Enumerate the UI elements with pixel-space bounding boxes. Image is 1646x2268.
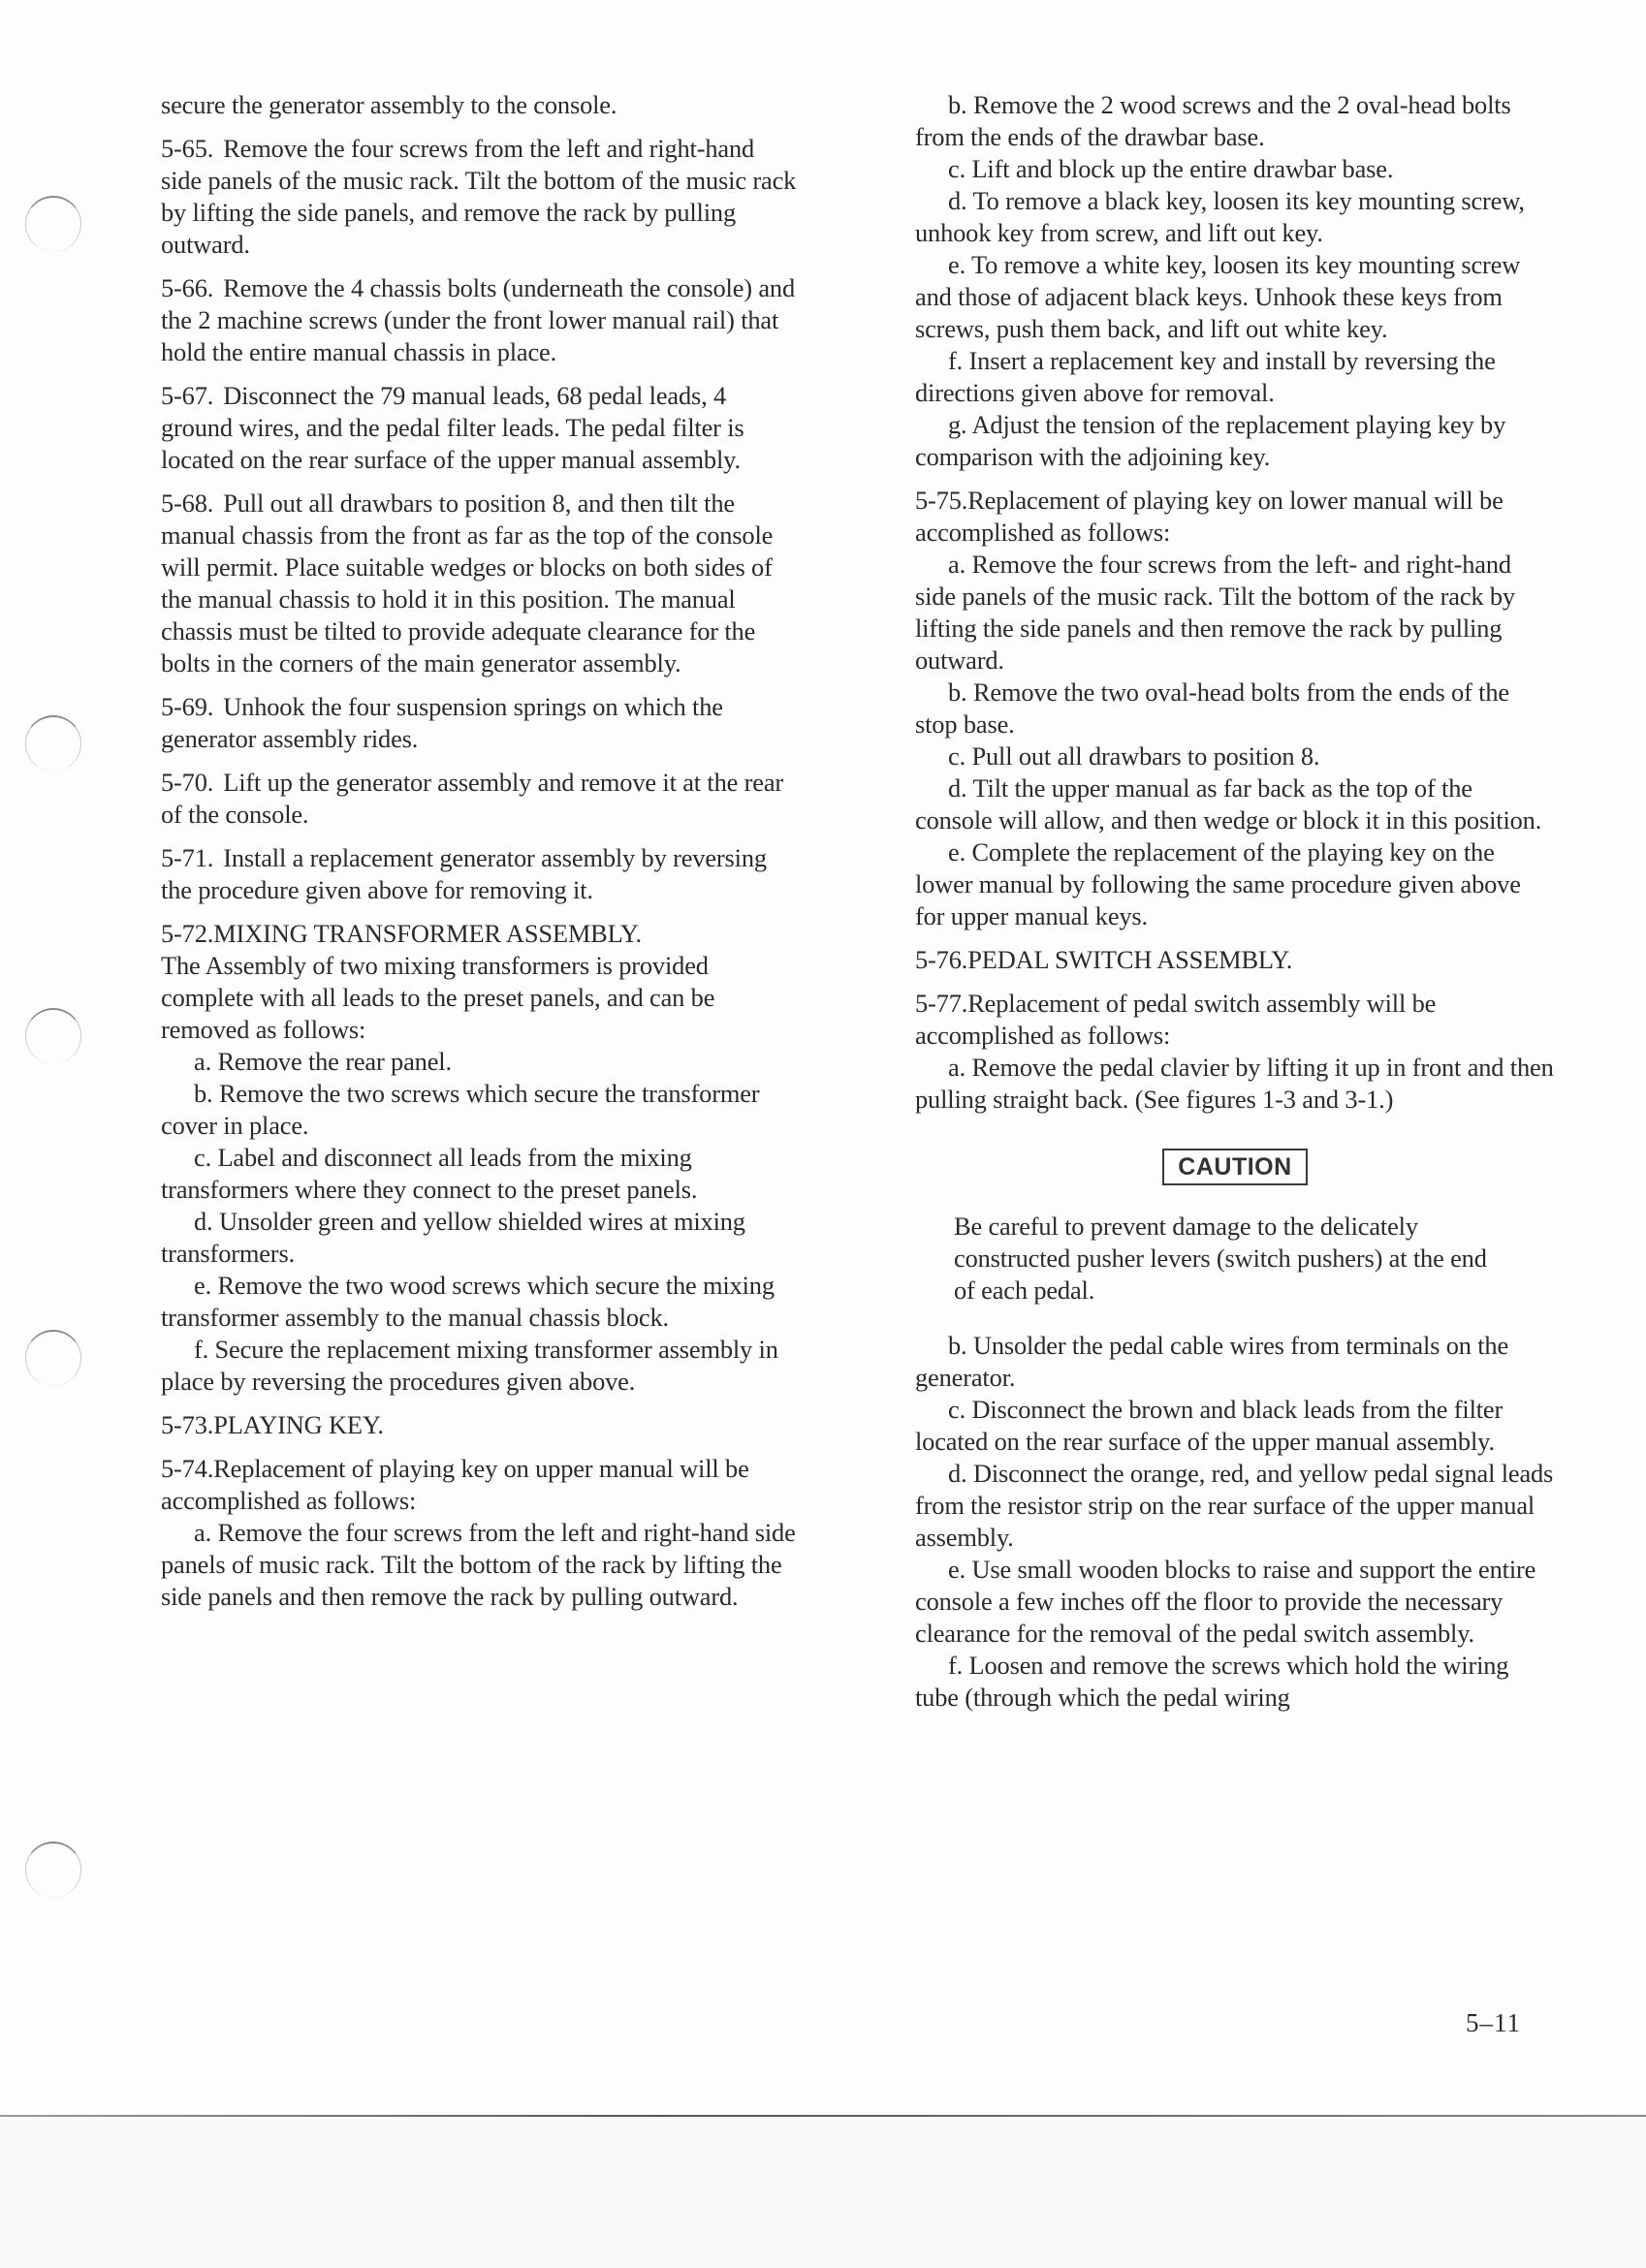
paragraph-number: 5-72.	[161, 919, 214, 948]
paragraph-5-74	[161, 1453, 801, 1517]
binder-hole-mark	[25, 196, 81, 252]
paragraph-text: Lift up the generator assembly and remove it at the rear of the console.	[161, 768, 784, 829]
step-d: d. Tilt the upper manual as far back as the top of the console will allow, and then wedge or block it in this position.	[915, 773, 1542, 835]
paragraph-5-77	[915, 988, 1555, 1052]
paragraph-number: 5-73.	[161, 1410, 214, 1439]
paragraph-number: 5-76.	[915, 945, 968, 974]
step-d: d. Unsolder green and yellow shielded wires at mixing transformers.	[161, 1207, 745, 1268]
paragraph-number: 5-65.	[161, 134, 214, 163]
paragraph-number: 5-75.	[915, 486, 968, 515]
step-b: b. Unsolder the pedal cable wires from terminals on the generator.	[915, 1331, 1509, 1392]
paragraph-5-67	[161, 380, 801, 476]
paragraph-number: 5-74.	[161, 1454, 214, 1483]
left-column	[161, 89, 801, 1613]
paragraph-5-70	[161, 767, 801, 831]
step-e: e. To remove a white key, loosen its key mounting screw and those of adjacent black keys. Unhook these keys from screws, push them back, and lift out white key.	[915, 250, 1521, 343]
section-5-73-heading	[161, 1409, 801, 1441]
step-e: e. Remove the two wood screws which secure the mixing transformer assembly to the manual chassis block.	[161, 1271, 775, 1332]
step-f: f. Insert a replacement key and install by reversing the directions given above for removal.	[915, 346, 1496, 407]
binder-hole-mark	[25, 1330, 81, 1386]
caution-callout	[915, 1149, 1555, 1185]
paragraph-text: The Assembly of two mixing transformers is provided complete with all leads to the preset panels, and can be removed as follows:	[161, 951, 715, 1044]
paragraph-text: Unhook the four suspension springs on which the generator assembly rides.	[161, 692, 723, 753]
section-5-75	[915, 485, 1555, 932]
paragraph-number: 5-71.	[161, 843, 214, 872]
right-column	[915, 89, 1555, 1714]
paragraph-text: Pull out all drawbars to position 8, and then tilt the manual chassis from the front as far as the top of the console will permit. Place suitable wedges or blocks on both sides of the manual chassis to hold it in this position. The manual chassis must be tilted to provide adequate clearance for the bolts in the corners of the main generator assembly.	[161, 488, 774, 677]
paragraph-5-69	[161, 691, 801, 755]
paragraph-text: Replacement of playing key on lower manual will be accomplished as follows:	[915, 486, 1504, 547]
paragraph-5-66	[161, 272, 801, 368]
binder-hole-mark	[25, 715, 81, 772]
background-sheet	[0, 2117, 1646, 2268]
step-c: c. Disconnect the brown and black leads from the filter located on the rear surface of the upper manual assembly.	[915, 1395, 1504, 1456]
section-5-76-heading	[915, 944, 1555, 976]
paragraph-text: Disconnect the 79 manual leads, 68 pedal leads, 4 ground wires, and the pedal filter leads. The pedal filter is located on the rear surface of the upper manual assembly.	[161, 381, 744, 474]
section-5-74	[161, 1453, 801, 1613]
paragraph-text: Install a replacement generator assembly by reversing the procedure given above for removing it.	[161, 843, 767, 904]
section-title: PEDAL SWITCH ASSEMBLY.	[967, 945, 1293, 974]
step-e: e. Use small wooden blocks to raise and support the entire console a few inches off the floor to provide the necessary clearance for the removal of the pedal switch assembly.	[915, 1555, 1536, 1648]
step-f: f. Loosen and remove the screws which hold the wiring tube (through which the pedal wiring	[915, 1651, 1509, 1712]
paragraph-number: 5-69.	[161, 692, 214, 721]
section-title: MIXING TRANSFORMER ASSEMBLY.	[213, 919, 642, 948]
paragraph-number: 5-77.	[915, 989, 968, 1018]
step-b: b. Remove the two screws which secure the transformer cover in place.	[161, 1079, 760, 1140]
step-b: b. Remove the 2 wood screws and the 2 oval-head bolts from the ends of the drawbar base.	[915, 90, 1511, 151]
step-a: a. Remove the four screws from the left- and right-hand side panels of the music rack. Tilt the bottom of the rack by lifting the side panels and then remove the rack by pulling outward.	[915, 550, 1515, 675]
paragraph-number: 5-68.	[161, 488, 214, 518]
step-b: b. Remove the two oval-head bolts from the ends of the stop base.	[915, 677, 1509, 739]
paragraph-text: Replacement of playing key on upper manual will be accomplished as follows:	[161, 1454, 749, 1515]
paragraph-text: Remove the 4 chassis bolts (underneath the console) and the 2 machine screws (under the front lower manual rail) that hold the entire manual chassis in place.	[161, 273, 796, 366]
step-c: c. Pull out all drawbars to position 8.	[948, 741, 1320, 771]
step-e: e. Complete the replacement of the playing key on the lower manual by following the same procedure given above for upper manual keys.	[915, 837, 1521, 930]
step-d: d. Disconnect the orange, red, and yellow pedal signal leads from the resistor strip on the rear surface of the upper manual assembly.	[915, 1459, 1554, 1552]
binder-hole-mark	[25, 1008, 81, 1064]
paragraph-number: 5-70.	[161, 768, 214, 797]
paragraph-5-75	[915, 485, 1555, 549]
section-heading	[161, 918, 801, 950]
section-5-77	[915, 988, 1555, 1714]
step-c: c. Lift and block up the entire drawbar base.	[948, 154, 1394, 183]
step-a: a. Remove the pedal clavier by lifting it up in front and then pulling straight back. (See figures 1-3 and 3-1.)	[915, 1053, 1554, 1114]
binder-hole-mark	[25, 1842, 81, 1898]
section-5-74-continued	[915, 89, 1555, 473]
section-title: PLAYING KEY.	[213, 1410, 384, 1439]
paragraph-text: Replacement of pedal switch assembly will be accomplished as follows:	[915, 989, 1437, 1050]
paragraph-5-71	[161, 842, 801, 906]
paragraph-text: Remove the four screws from the left and right-hand side panels of the music rack. Tilt the bottom of the music rack by lifting the side panels, and remove the rack by pulling outward.	[161, 134, 797, 259]
paragraph-number: 5-67.	[161, 381, 214, 410]
paragraph-continuation: secure the generator assembly to the console.	[161, 90, 617, 119]
paragraph-number: 5-66.	[161, 273, 214, 302]
step-g: g. Adjust the tension of the replacement playing key by comparison with the adjoining key.	[915, 410, 1506, 471]
caution-label: CAUTION	[1162, 1149, 1307, 1185]
page-number: 5–11	[1466, 2008, 1521, 2037]
step-d: d. To remove a black key, loosen its key mounting screw, unhook key from screw, and lift out key.	[915, 186, 1525, 247]
step-a: a. Remove the rear panel.	[194, 1047, 452, 1076]
paragraph-5-65	[161, 133, 801, 261]
caution-text: Be careful to prevent damage to the delicately constructed pusher levers (switch pushers) at the end of each pedal.	[954, 1212, 1487, 1305]
paragraph-5-68	[161, 488, 801, 679]
step-a: a. Remove the four screws from the left and right-hand side panels of music rack. Tilt the bottom of the rack by lifting the side panels and then remove the rack by pulling outward.	[161, 1518, 796, 1611]
step-c: c. Label and disconnect all leads from the mixing transformers where they connect to the preset panels.	[161, 1143, 698, 1204]
section-5-72	[161, 918, 801, 1398]
step-f: f. Secure the replacement mixing transformer assembly in place by reversing the procedures given above.	[161, 1335, 778, 1396]
